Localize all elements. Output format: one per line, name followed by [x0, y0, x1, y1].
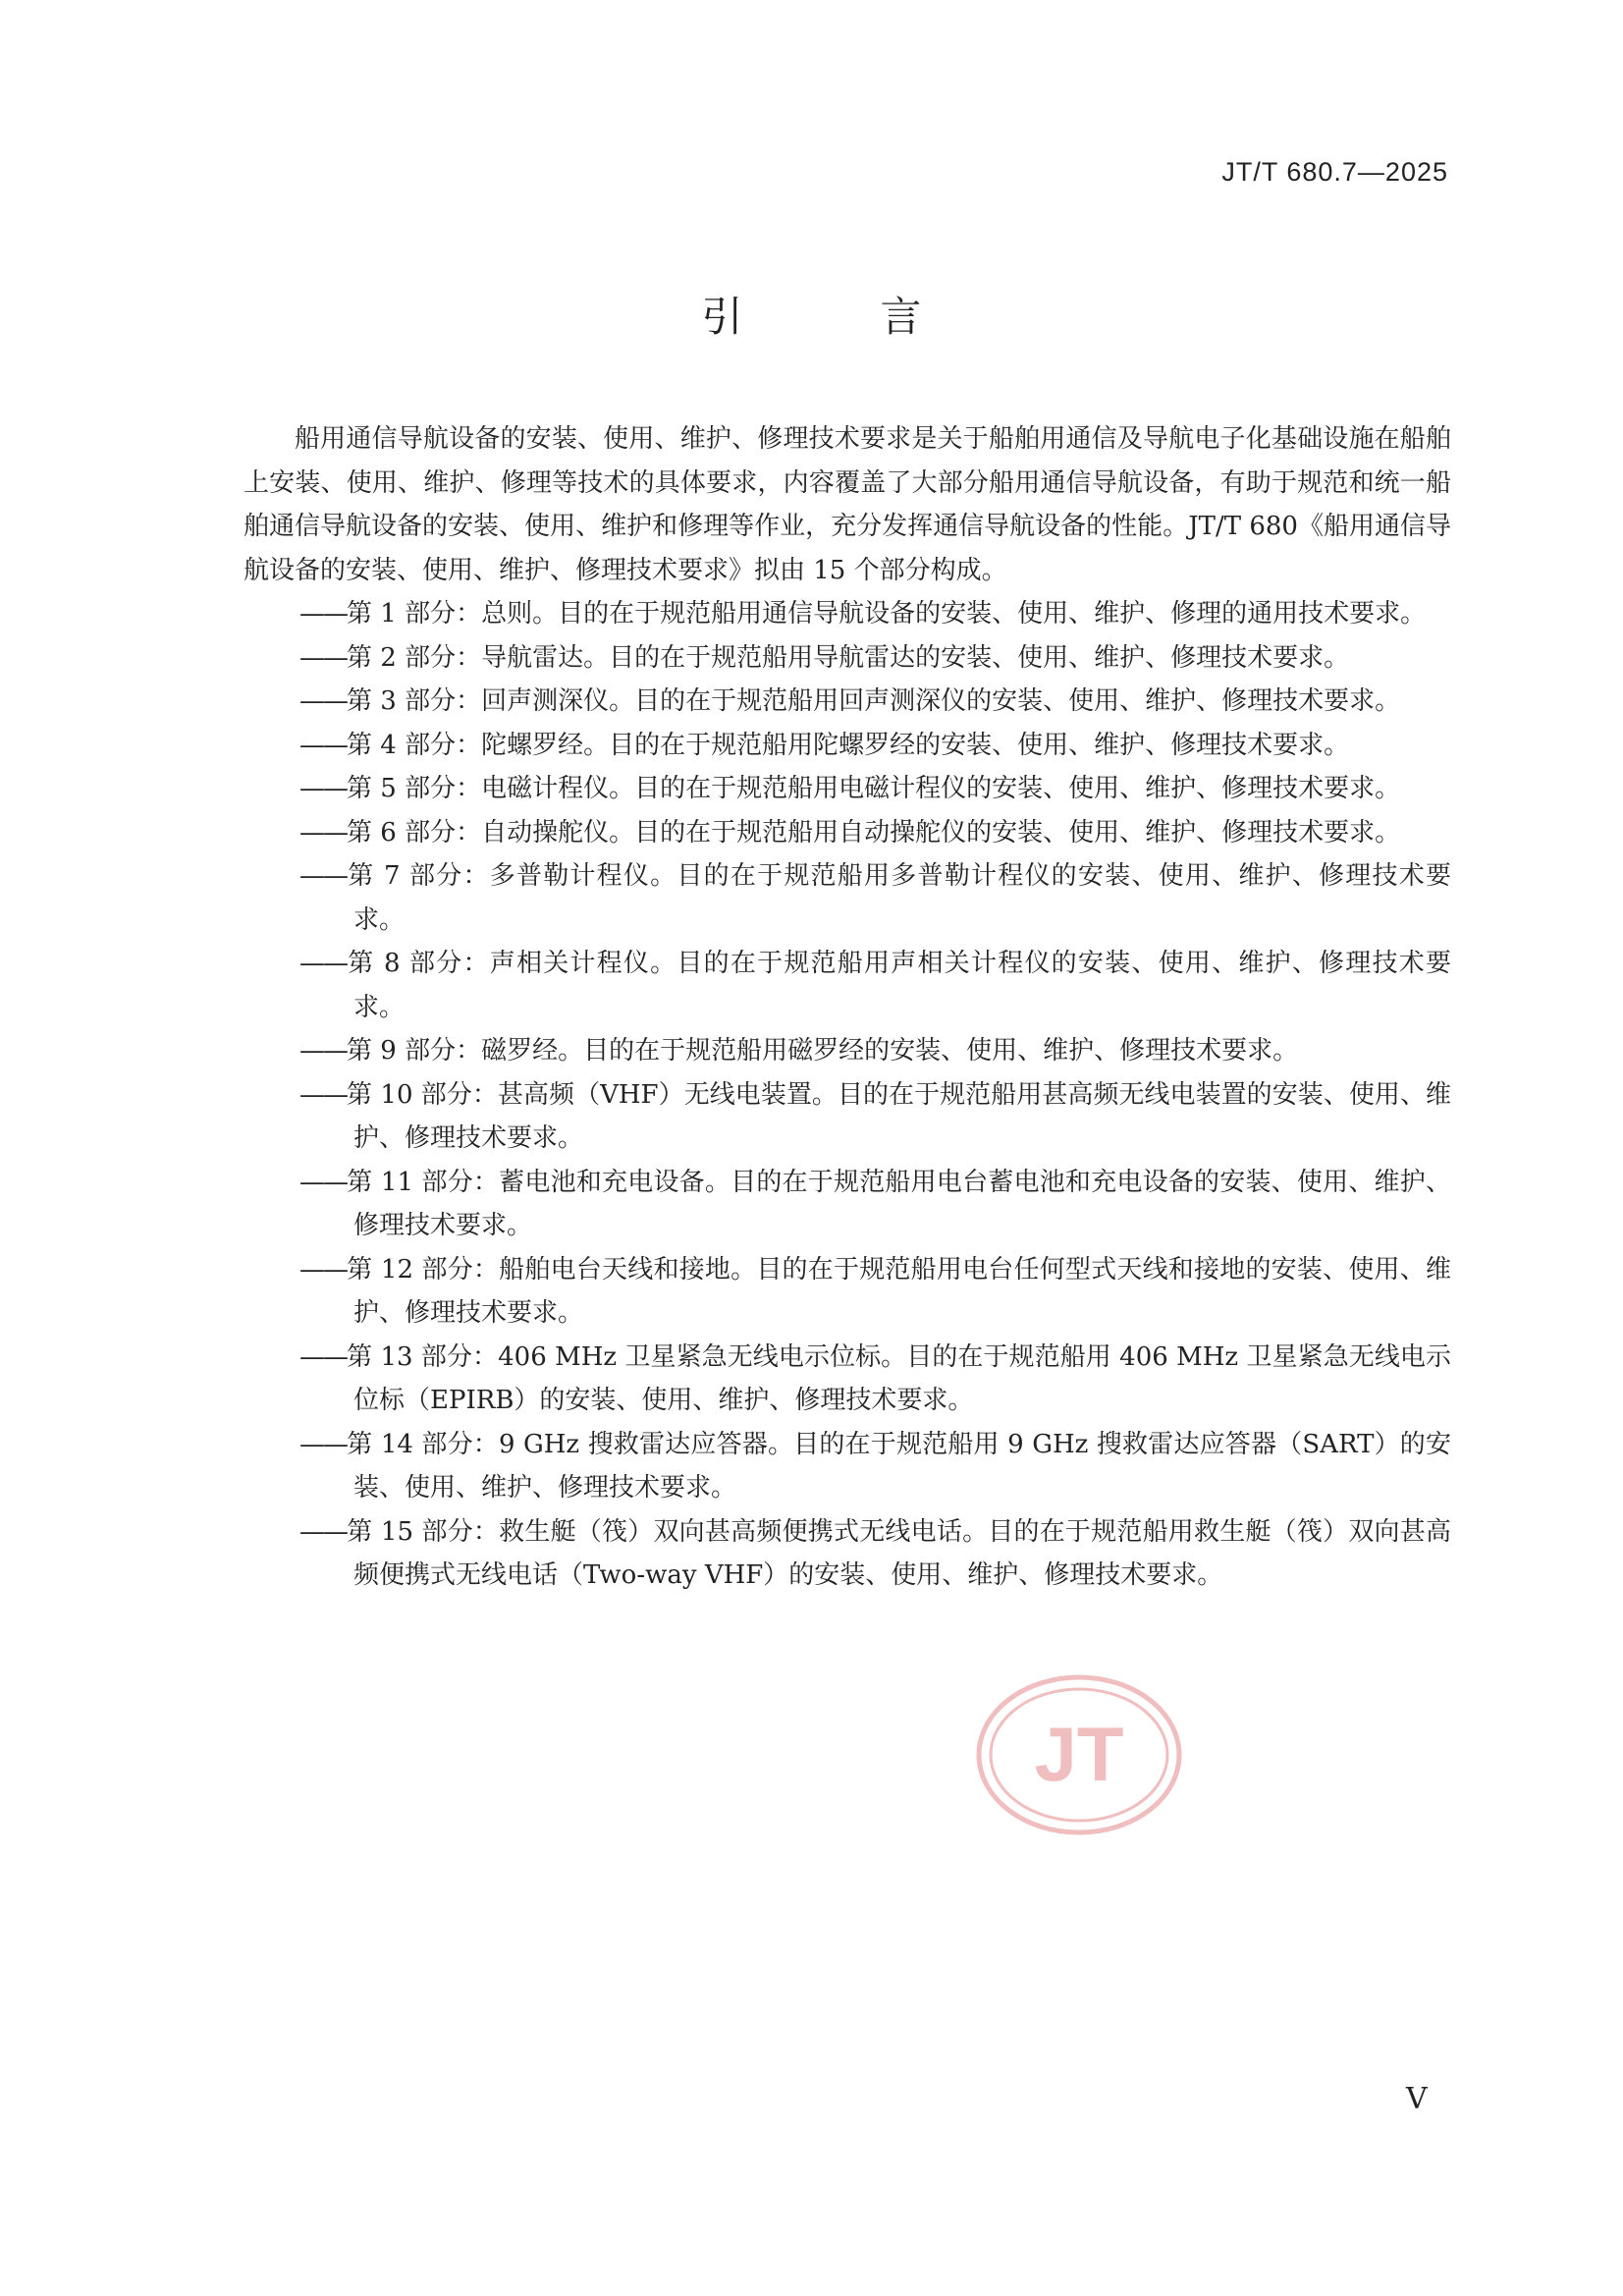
document-code: JT/T 680.7—2025: [1221, 157, 1448, 187]
dash: ——: [299, 730, 347, 760]
part-item: [299, 1248, 1451, 1336]
page-number: V: [1406, 2082, 1428, 2116]
part-item: [299, 592, 1451, 636]
part-text: 第 10 部分：甚高频（VHF）无线电装置。目的在于规范船用甚高频无线电装置的安装、使用、维护、修理技术要求。: [347, 1079, 1451, 1153]
part-text: 第 12 部分：船舶电台天线和接地。目的在于规范船用电台任何型式天线和接地的安装、使用、维护、修理技术要求。: [347, 1254, 1451, 1328]
page-title: [0, 285, 1623, 344]
dash: ——: [299, 1036, 347, 1066]
dash: ——: [299, 1167, 347, 1197]
part-item: [299, 1336, 1451, 1423]
dash: ——: [299, 774, 347, 803]
dash: ——: [299, 599, 347, 629]
part-item: [299, 1029, 1451, 1073]
part-item: [299, 680, 1451, 724]
intro-paragraph: 船用通信导航设备的安装、使用、维护、修理技术要求是关于船舶用通信及导航电子化基础设施在船舶上安装、使用、维护、修理等技术的具体要求，内容覆盖了大部分船用通信导航设备，有助于规范和统一船舶通信导航设备的安装、使用、维护和修理等作业，充分发挥通信导航设备的性能。JT/T 680《船用通信导航设备的安装、使用、维护、修理技术要求》拟由 15 个部分构成。: [243, 424, 1451, 585]
part-text: 第 4 部分：陀螺罗经。目的在于规范船用陀螺罗经的安装、使用、维护、修理技术要求。: [347, 730, 1350, 760]
dash: ——: [299, 861, 347, 891]
dash: ——: [299, 949, 347, 978]
part-text: 第 14 部分：9 GHz 搜救雷达应答器。目的在于规范船用 9 GHz 搜救雷达应答器（SART）的安装、使用、维护、修理技术要求。: [347, 1429, 1451, 1503]
part-text: 第 11 部分：蓄电池和充电设备。目的在于规范船用电台蓄电池和充电设备的安装、使用、维护、修理技术要求。: [347, 1167, 1451, 1240]
part-item: [299, 767, 1451, 811]
part-text: 第 6 部分：自动操舵仪。目的在于规范船用自动操舵仪的安装、使用、维护、修理技术要求。: [347, 817, 1401, 847]
part-item: [299, 811, 1451, 855]
part-item: [299, 1161, 1451, 1248]
part-text: 第 1 部分：总则。目的在于规范船用通信导航设备的安装、使用、维护、修理的通用技术要求。: [347, 599, 1427, 629]
part-text: 第 3 部分：回声测深仪。目的在于规范船用回声测深仪的安装、使用、维护、修理技术要求。: [347, 686, 1401, 716]
stamp-text: JT: [1034, 1711, 1124, 1797]
part-text: 第 13 部分：406 MHz 卫星紧急无线电示位标。目的在于规范船用 406 MHz 卫星紧急无线电示位标（EPIRB）的安装、使用、维护、修理技术要求。: [347, 1341, 1451, 1415]
part-text: 第 2 部分：导航雷达。目的在于规范船用导航雷达的安装、使用、维护、修理技术要求。: [347, 642, 1350, 673]
part-text: 第 7 部分：多普勒计程仪。目的在于规范船用多普勒计程仪的安装、使用、维护、修理技术要求。: [347, 861, 1451, 935]
jt-stamp-watermark: [976, 1674, 1182, 1836]
part-item: [299, 854, 1451, 942]
part-item: [299, 724, 1451, 768]
part-text: 第 9 部分：磁罗经。目的在于规范船用磁罗经的安装、使用、维护、修理技术要求。: [347, 1036, 1299, 1066]
part-item: [299, 942, 1451, 1029]
part-item: [299, 1073, 1451, 1161]
part-item: [299, 1510, 1451, 1598]
dash: ——: [299, 1429, 347, 1459]
part-item: [299, 636, 1451, 681]
part-text: 第 15 部分：救生艇（筏）双向甚高频便携式无线电话。目的在于规范船用救生艇（筏）双向甚高频便携式无线电话（Two-way VHF）的安装、使用、维护、修理技术要求。: [347, 1516, 1451, 1590]
body-text: [243, 417, 1451, 1598]
title-char-1: 引: [701, 293, 743, 341]
dash: ——: [299, 817, 347, 847]
part-text: 第 8 部分：声相关计程仪。目的在于规范船用声相关计程仪的安装、使用、维护、修理技术要求。: [347, 949, 1451, 1022]
dash: ——: [299, 642, 347, 673]
parts-list: [243, 592, 1451, 1598]
dash: ——: [299, 1079, 347, 1110]
dash: ——: [299, 1254, 347, 1285]
part-text: 第 5 部分：电磁计程仪。目的在于规范船用电磁计程仪的安装、使用、维护、修理技术要求。: [347, 774, 1401, 803]
dash: ——: [299, 686, 347, 716]
dash: ——: [299, 1341, 347, 1372]
part-item: [299, 1423, 1451, 1510]
dash: ——: [299, 1516, 347, 1547]
title-char-2: 言: [880, 293, 922, 341]
